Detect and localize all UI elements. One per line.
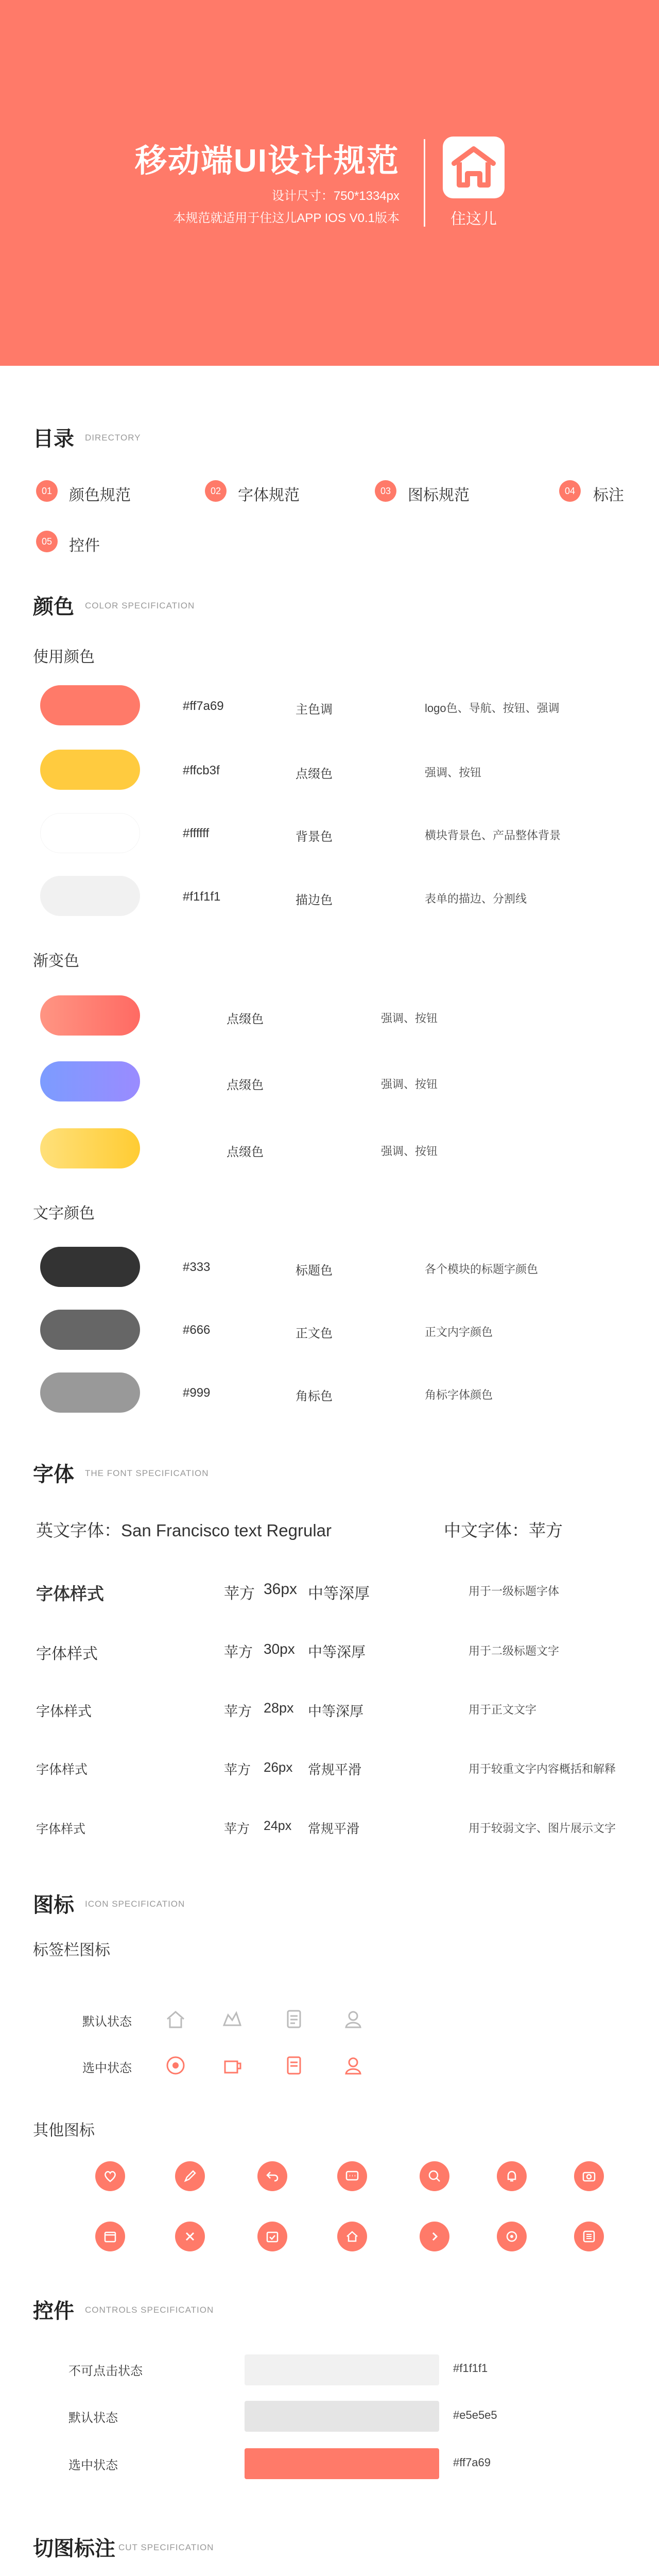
font-usage-36: 用于一级标题字体 bbox=[469, 1585, 560, 1598]
toc-item-annotation[interactable]: 标注 bbox=[593, 487, 624, 504]
role-title-text: 标题色 bbox=[296, 1264, 333, 1278]
swatch-body-text bbox=[40, 1310, 140, 1350]
role-primary: 主色调 bbox=[296, 703, 333, 717]
controls-title: 控件 bbox=[33, 2300, 74, 2323]
font-usage-30: 用于二级标题文字 bbox=[469, 1645, 560, 1657]
fonts-sub: THE FONT SPECIFICATION bbox=[85, 1468, 209, 1478]
user-icon[interactable] bbox=[340, 2006, 367, 2032]
toc-item-icons[interactable]: 图标规范 bbox=[408, 487, 470, 504]
swatch-badge-text bbox=[40, 1372, 140, 1413]
calendar-check-icon[interactable] bbox=[257, 2222, 287, 2251]
font-style-24: 字体样式 bbox=[36, 1822, 85, 1836]
gradient-blue-usage: 强调、按钮 bbox=[381, 1078, 438, 1091]
control-disabled-label: 不可点击状态 bbox=[68, 2364, 143, 2378]
colors-title: 颜色 bbox=[33, 596, 74, 618]
font-family-24: 苹方 bbox=[224, 1822, 250, 1836]
hex-stroke: #f1f1f1 bbox=[183, 890, 221, 904]
tabbar-icons-title: 标签栏图标 bbox=[33, 1942, 110, 1959]
role-stroke: 描边色 bbox=[296, 893, 333, 907]
swatch-stroke bbox=[40, 876, 140, 916]
usage-stroke: 表单的描边、分割线 bbox=[425, 892, 527, 905]
control-disabled-hex: #f1f1f1 bbox=[453, 2362, 488, 2375]
role-background: 背景色 bbox=[296, 830, 333, 844]
usage-badge-text: 角标字体颜色 bbox=[425, 1388, 493, 1401]
app-logo bbox=[443, 137, 505, 198]
gradient-red-usage: 强调、按钮 bbox=[381, 1012, 438, 1025]
hex-body-text: #666 bbox=[183, 1323, 211, 1337]
toc-num-1: 01 bbox=[36, 480, 58, 502]
font-family-26: 苹方 bbox=[224, 1762, 251, 1777]
toc-item-controls[interactable]: 控件 bbox=[69, 537, 100, 554]
gradient-red-role: 点缀色 bbox=[227, 1012, 264, 1026]
colors-sub: COLOR SPECIFICATION bbox=[85, 601, 195, 611]
font-style-26: 字体样式 bbox=[36, 1762, 88, 1777]
usage-accent: 强调、按钮 bbox=[425, 766, 482, 779]
control-selected-hex: #ff7a69 bbox=[453, 2456, 491, 2469]
usage-primary: logo色、导航、按钮、强调 bbox=[425, 702, 560, 715]
font-style-36: 字体样式 bbox=[36, 1584, 104, 1603]
gradient-yellow-role: 点缀色 bbox=[227, 1145, 264, 1159]
text-colors-title: 文字颜色 bbox=[33, 1205, 95, 1222]
toc-num-5: 05 bbox=[36, 531, 58, 552]
controls-sub: CONTROLS SPECIFICATION bbox=[85, 2305, 214, 2315]
toc-num-4: 04 bbox=[559, 480, 581, 502]
order-selected-icon[interactable] bbox=[281, 2052, 307, 2079]
icons-sub: ICON SPECIFICATION bbox=[85, 1899, 185, 1909]
discover-icon[interactable] bbox=[219, 2006, 246, 2032]
swatch-accent bbox=[40, 750, 140, 790]
gradient-title: 渐变色 bbox=[33, 953, 79, 970]
back-icon[interactable] bbox=[257, 2161, 287, 2191]
header-divider bbox=[424, 139, 425, 227]
font-weight-36: 中等深厚 bbox=[308, 1585, 370, 1602]
usage-title-text: 各个模块的标题字颜色 bbox=[425, 1263, 539, 1276]
house-icon bbox=[443, 137, 505, 198]
font-family-30: 苹方 bbox=[224, 1644, 253, 1660]
usage-background: 横块背景色、产品整体背景 bbox=[425, 829, 561, 842]
role-accent: 点缀色 bbox=[296, 767, 333, 781]
font-usage-28: 用于正文文字 bbox=[469, 1703, 537, 1716]
list-icon[interactable] bbox=[574, 2222, 604, 2251]
usage-body-text: 正文内字颜色 bbox=[425, 1326, 493, 1338]
default-state-label: 默认状态 bbox=[82, 2015, 132, 2029]
close-icon[interactable] bbox=[175, 2222, 205, 2251]
header-banner bbox=[0, 0, 659, 366]
control-disabled bbox=[245, 2354, 439, 2385]
user-selected-icon[interactable] bbox=[340, 2052, 367, 2079]
font-size-24: 24px bbox=[264, 1819, 292, 1833]
font-style-28: 字体样式 bbox=[36, 1704, 92, 1719]
hex-title-text: #333 bbox=[183, 1260, 211, 1274]
fonts-title: 字体 bbox=[33, 1463, 74, 1486]
control-selected-label: 选中状态 bbox=[68, 2459, 118, 2472]
chevron-right-icon[interactable] bbox=[420, 2222, 449, 2251]
font-size-28: 28px bbox=[264, 1700, 294, 1716]
home-small-icon[interactable] bbox=[337, 2222, 367, 2251]
english-font: 英文字体：San Francisco text Regrular bbox=[36, 1521, 332, 1540]
home-selected-icon[interactable] bbox=[162, 2052, 189, 2079]
search-icon[interactable] bbox=[420, 2161, 449, 2191]
control-default-hex: #e5e5e5 bbox=[453, 2409, 497, 2421]
hex-accent: #ffcb3f bbox=[183, 764, 220, 777]
order-icon[interactable] bbox=[281, 2006, 307, 2032]
role-badge-text: 角标色 bbox=[296, 1389, 333, 1403]
font-weight-24: 常规平滑 bbox=[308, 1822, 360, 1836]
home-icon[interactable] bbox=[162, 2006, 189, 2032]
design-size: 设计尺寸：750*1334px bbox=[271, 189, 400, 203]
font-usage-26: 用于较重文字内容概括和解释 bbox=[469, 1762, 616, 1775]
hex-badge-text: #999 bbox=[183, 1386, 211, 1400]
font-style-30: 字体样式 bbox=[36, 1646, 98, 1663]
font-size-30: 30px bbox=[264, 1641, 295, 1657]
bell-icon[interactable] bbox=[497, 2161, 527, 2191]
camera-icon[interactable] bbox=[574, 2161, 604, 2191]
chinese-font: 中文字体：苹方 bbox=[444, 1521, 563, 1540]
font-weight-26: 常规平滑 bbox=[308, 1762, 362, 1777]
message-icon[interactable] bbox=[337, 2161, 367, 2191]
swatch-title-text bbox=[40, 1247, 140, 1287]
swatch-primary bbox=[40, 685, 140, 725]
font-weight-28: 中等深厚 bbox=[308, 1704, 363, 1719]
gradient-blue-role: 点缀色 bbox=[227, 1078, 264, 1092]
settings-icon[interactable] bbox=[497, 2222, 527, 2251]
swatch-gradient-blue bbox=[40, 1061, 140, 1101]
toc-sub: DIRECTORY bbox=[85, 433, 141, 443]
hex-background: #ffffff bbox=[183, 826, 210, 840]
logo-name: 住这儿 bbox=[450, 211, 497, 228]
swatch-background bbox=[40, 813, 140, 853]
scope-line: 本规范就适用于住这儿APP IOS V0.1版本 bbox=[173, 211, 400, 225]
other-icons-title: 其他图标 bbox=[33, 2122, 95, 2139]
font-weight-30: 中等深厚 bbox=[308, 1644, 366, 1660]
control-default[interactable] bbox=[245, 2401, 439, 2432]
toc-item-fonts[interactable]: 字体规范 bbox=[238, 487, 300, 504]
toc-title: 目录 bbox=[33, 428, 74, 450]
control-default-label: 默认状态 bbox=[68, 2411, 118, 2425]
font-size-36: 36px bbox=[264, 1581, 298, 1598]
hex-primary: #ff7a69 bbox=[183, 699, 224, 713]
font-size-26: 26px bbox=[264, 1759, 293, 1775]
selected-state-label: 选中状态 bbox=[82, 2061, 132, 2075]
page-title: 移动端UI设计规范 bbox=[134, 143, 400, 179]
discover-selected-icon[interactable] bbox=[219, 2052, 246, 2079]
role-body-text: 正文色 bbox=[296, 1327, 333, 1341]
cut-title: 切图标注 bbox=[33, 2537, 115, 2560]
font-family-36: 苹方 bbox=[224, 1585, 255, 1602]
swatch-gradient-yellow bbox=[40, 1128, 140, 1168]
calendar-icon[interactable] bbox=[95, 2222, 125, 2251]
edit-icon[interactable] bbox=[175, 2161, 205, 2191]
font-usage-24: 用于较弱文字、图片展示文字 bbox=[469, 1822, 616, 1835]
control-selected[interactable] bbox=[245, 2448, 439, 2479]
heart-icon[interactable] bbox=[95, 2161, 125, 2191]
cut-sub: CUT SPECIFICATION bbox=[118, 2543, 214, 2552]
font-family-28: 苹方 bbox=[224, 1704, 252, 1719]
used-colors-title: 使用颜色 bbox=[33, 649, 95, 666]
icons-title: 图标 bbox=[33, 1894, 74, 1917]
swatch-gradient-red bbox=[40, 995, 140, 1036]
toc-item-colors[interactable]: 颜色规范 bbox=[69, 487, 131, 504]
toc-num-2: 02 bbox=[205, 480, 227, 502]
toc-num-3: 03 bbox=[375, 480, 396, 502]
gradient-yellow-usage: 强调、按钮 bbox=[381, 1145, 438, 1158]
